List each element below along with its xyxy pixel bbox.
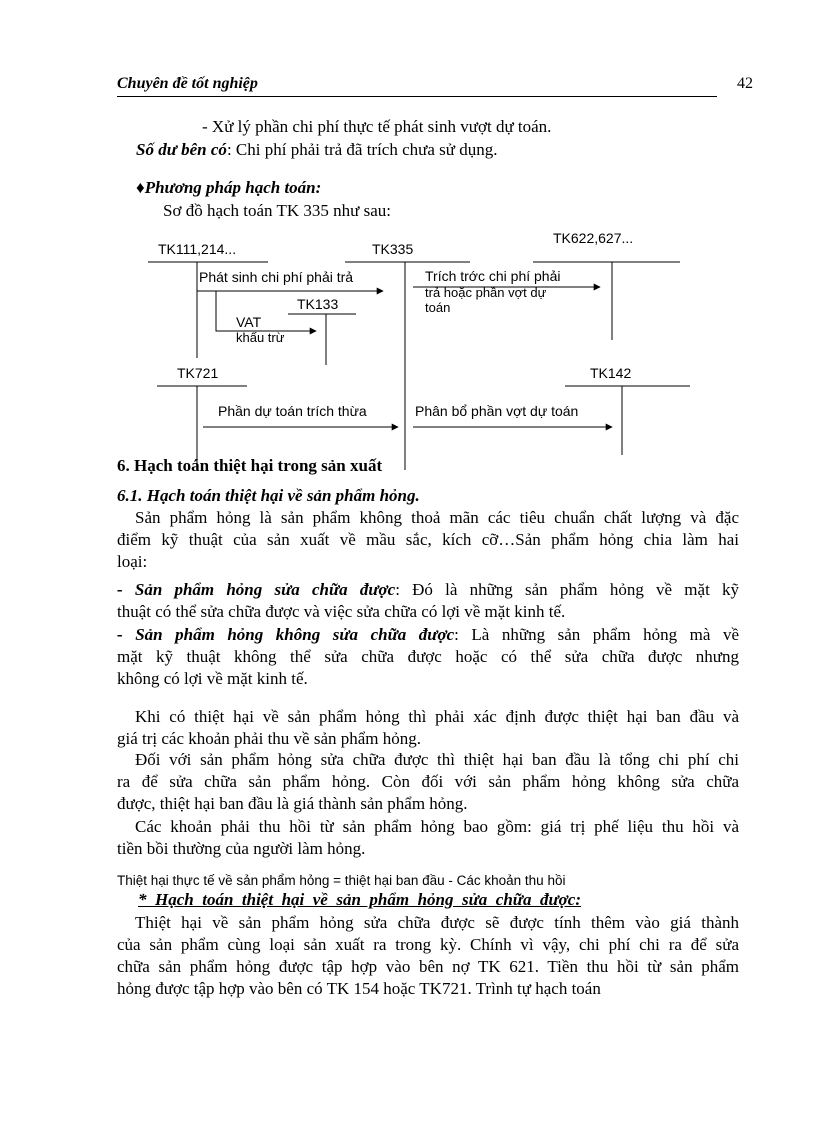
para4-line2: tiền bồi thường của người làm hỏng.: [117, 839, 366, 858]
tk622-label: TK622,627...: [553, 230, 634, 246]
para1-line1: Sản phẩm hỏng là sản phẩm không thoả mãn các tiêu chuẩn chất lượng và đặc: [135, 508, 739, 527]
para2-line1: Khi có thiệt hại về sản phẩm hỏng thì phải xác định được thiệt hại ban đầu và: [135, 707, 739, 726]
intro-line: - Xử lý phần chi phí thực tế phát sinh vượt dự toán.: [202, 117, 552, 136]
sub-heading-sua-chua: * Hạch toán thiệt hại về sản phẩm hỏng sửa chữa được:: [138, 890, 581, 909]
trich-truoc-label-3: toán: [425, 300, 451, 315]
phat-sinh-label: Phát sinh chi phí phải trả: [199, 269, 354, 285]
tk142-label: TK142: [590, 365, 632, 381]
para5-line2: của sản phẩm cùng loại sản xuất ra trong kỳ. Chính vì vậy, chi phí chi ra để sửa: [117, 935, 739, 954]
para3-line1: Đối với sản phẩm hỏng sửa chữa được thì thiệt hại ban đầu là tổng chi phí chi: [135, 750, 739, 769]
page-number: 42: [737, 75, 753, 92]
balance-text: : Chi phí phải trả đã trích chưa sử dụng.: [226, 140, 498, 159]
tk111-label: TK111,214...: [158, 241, 237, 257]
vat-label-1: VAT: [236, 314, 262, 330]
type1-line1: [117, 579, 739, 602]
balance-label: Số dư bên có: [136, 140, 227, 159]
trich-truoc-label-1: Trích trớc chi phí phải: [425, 268, 561, 284]
t-account-diagram: [0, 0, 816, 480]
diamond-bullet-icon: ♦: [136, 178, 145, 197]
type1-text: : Đó là những sản phẩm hỏng về mặt kỹ: [395, 580, 739, 599]
phan-du-label: Phần dự toán trích thừa: [218, 403, 367, 419]
para5-line3: chữa sản phẩm hỏng được tập hợp vào bên nợ TK 621. Tiền thu hồi từ sản phẩm: [117, 957, 739, 976]
para3-line2: ra để sửa chữa sản phẩm hỏng. Còn đối với sản phẩm hỏng không sửa chữa: [117, 772, 739, 791]
method-intro: Sơ đồ hạch toán TK 335 như sau:: [163, 201, 392, 220]
header-title: Chuyên đề tốt nghiệp: [117, 75, 258, 92]
para1-line2: điểm kỹ thuật của sản xuất về mầu sắc, kích cỡ…Sản phẩm hỏng chia làm hai: [117, 530, 739, 549]
formula-line: Thiệt hại thực tế về sản phẩm hỏng = thiệt hại ban đầu - Các khoản thu hồi: [117, 873, 566, 888]
para1-line3: loại:: [117, 552, 148, 571]
vat-label-2: khấu trừ: [236, 330, 285, 345]
section-6-heading: 6. Hạch toán thiệt hại trong sản xuất: [117, 456, 383, 475]
tk133-label: TK133: [297, 296, 339, 312]
trich-truoc-label-2: trả hoặc phần vợt dự: [425, 285, 547, 300]
type2-line2: mặt kỹ thuật không thể sửa chữa được hoặc có thể sửa chữa được nhưng: [117, 647, 739, 666]
phan-bo-label: Phân bổ phần vợt dự toán: [415, 403, 579, 419]
type1-line2: thuật có thể sửa chữa được và việc sửa chữa có lợi về mặt kinh tế.: [117, 602, 566, 621]
tk721-label: TK721: [177, 365, 219, 381]
tk335-label: TK335: [372, 241, 414, 257]
type2-text: : Là những sản phẩm hỏng mà về: [454, 625, 739, 644]
para3-line3: được, thiệt hại ban đầu là giá thành sản phẩm hỏng.: [117, 794, 468, 813]
section-6-1-heading: 6.1. Hạch toán thiệt hại về sản phẩm hỏng.: [117, 486, 420, 505]
method-heading: Phương pháp hạch toán:: [144, 178, 322, 197]
para2-line2: giá trị các khoản phải thu về sản phẩm hỏng.: [117, 729, 422, 748]
type2-line3: không có lợi về mặt kinh tế.: [117, 669, 308, 688]
type2-line1: [117, 624, 739, 647]
para5-line4: hỏng được tập hợp vào bên có TK 154 hoặc TK721. Trình tự hạch toán: [117, 979, 601, 998]
para4-line1: Các khoản phải thu hồi từ sản phẩm hỏng bao gồm: giá trị phế liệu thu hồi và: [135, 817, 739, 836]
para5-line1: Thiệt hại về sản phẩm hỏng sửa chữa được sẽ được tính thêm vào giá thành: [135, 913, 739, 932]
type1-label: - Sản phẩm hỏng sửa chữa được: [117, 580, 396, 599]
type2-label: - Sản phẩm hỏng không sửa chữa được: [117, 625, 455, 644]
